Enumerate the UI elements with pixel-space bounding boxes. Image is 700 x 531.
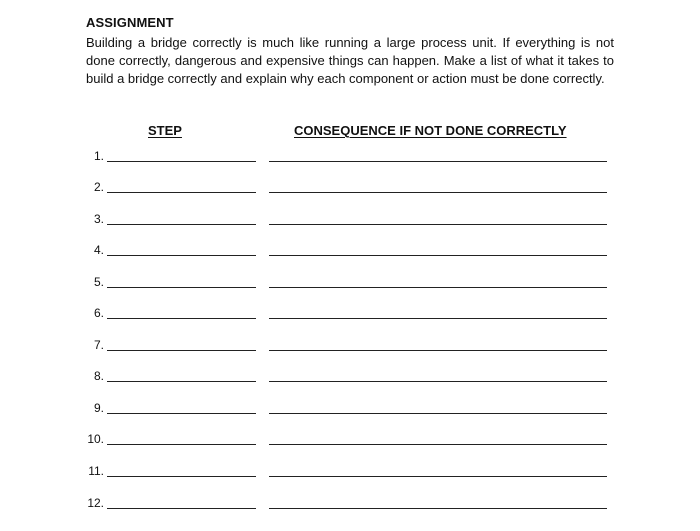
consequence-blank-line[interactable] [269, 192, 607, 193]
answer-row [0, 210, 700, 230]
row-number: 3. [93, 212, 104, 226]
assignment-title: ASSIGNMENT [86, 15, 174, 30]
step-blank-line[interactable] [107, 476, 256, 477]
answer-row [0, 178, 700, 198]
answer-row [0, 241, 700, 261]
consequence-blank-line[interactable] [269, 413, 607, 414]
assignment-instructions: Building a bridge correctly is much like running a large process unit. If everything is not done correctly, dangerous and expensive things can happen. Make a list of what it takes to build a bridge correctly and explain why each component or action must be done correctly. [86, 35, 614, 86]
answer-row [0, 494, 700, 514]
row-number: 1. [93, 149, 104, 163]
row-number: 8. [93, 369, 104, 383]
answer-row [0, 273, 700, 293]
answer-row [0, 367, 700, 387]
step-blank-line[interactable] [107, 381, 256, 382]
step-blank-line[interactable] [107, 224, 256, 225]
consequence-blank-line[interactable] [269, 161, 607, 162]
step-blank-line[interactable] [107, 192, 256, 193]
consequence-blank-line[interactable] [269, 476, 607, 477]
step-blank-line[interactable] [107, 350, 256, 351]
answer-row [0, 399, 700, 419]
step-blank-line[interactable] [107, 413, 256, 414]
row-number: 9. [93, 401, 104, 415]
row-number: 6. [93, 306, 104, 320]
answer-row [0, 462, 700, 482]
consequence-blank-line[interactable] [269, 318, 607, 319]
consequence-blank-line[interactable] [269, 255, 607, 256]
consequence-blank-line[interactable] [269, 287, 607, 288]
step-blank-line[interactable] [107, 508, 256, 509]
step-blank-line[interactable] [107, 444, 256, 445]
consequence-column-header: CONSEQUENCE IF NOT DONE CORRECTLY [294, 123, 567, 138]
answer-row [0, 147, 700, 167]
answer-row [0, 336, 700, 356]
row-number: 7. [93, 338, 104, 352]
step-blank-line[interactable] [107, 161, 256, 162]
step-blank-line[interactable] [107, 287, 256, 288]
row-number: 4. [93, 243, 104, 257]
consequence-blank-line[interactable] [269, 350, 607, 351]
row-number: 5. [93, 275, 104, 289]
answer-row [0, 304, 700, 324]
step-column-header: STEP [148, 123, 182, 138]
consequence-blank-line[interactable] [269, 444, 607, 445]
step-blank-line[interactable] [107, 255, 256, 256]
answer-row [0, 430, 700, 450]
step-blank-line[interactable] [107, 318, 256, 319]
row-number: 11. [88, 464, 104, 478]
row-number: 10. [87, 432, 104, 446]
consequence-blank-line[interactable] [269, 224, 607, 225]
row-number: 12. [87, 496, 104, 510]
row-number: 2. [93, 180, 104, 194]
consequence-blank-line[interactable] [269, 381, 607, 382]
consequence-blank-line[interactable] [269, 508, 607, 509]
